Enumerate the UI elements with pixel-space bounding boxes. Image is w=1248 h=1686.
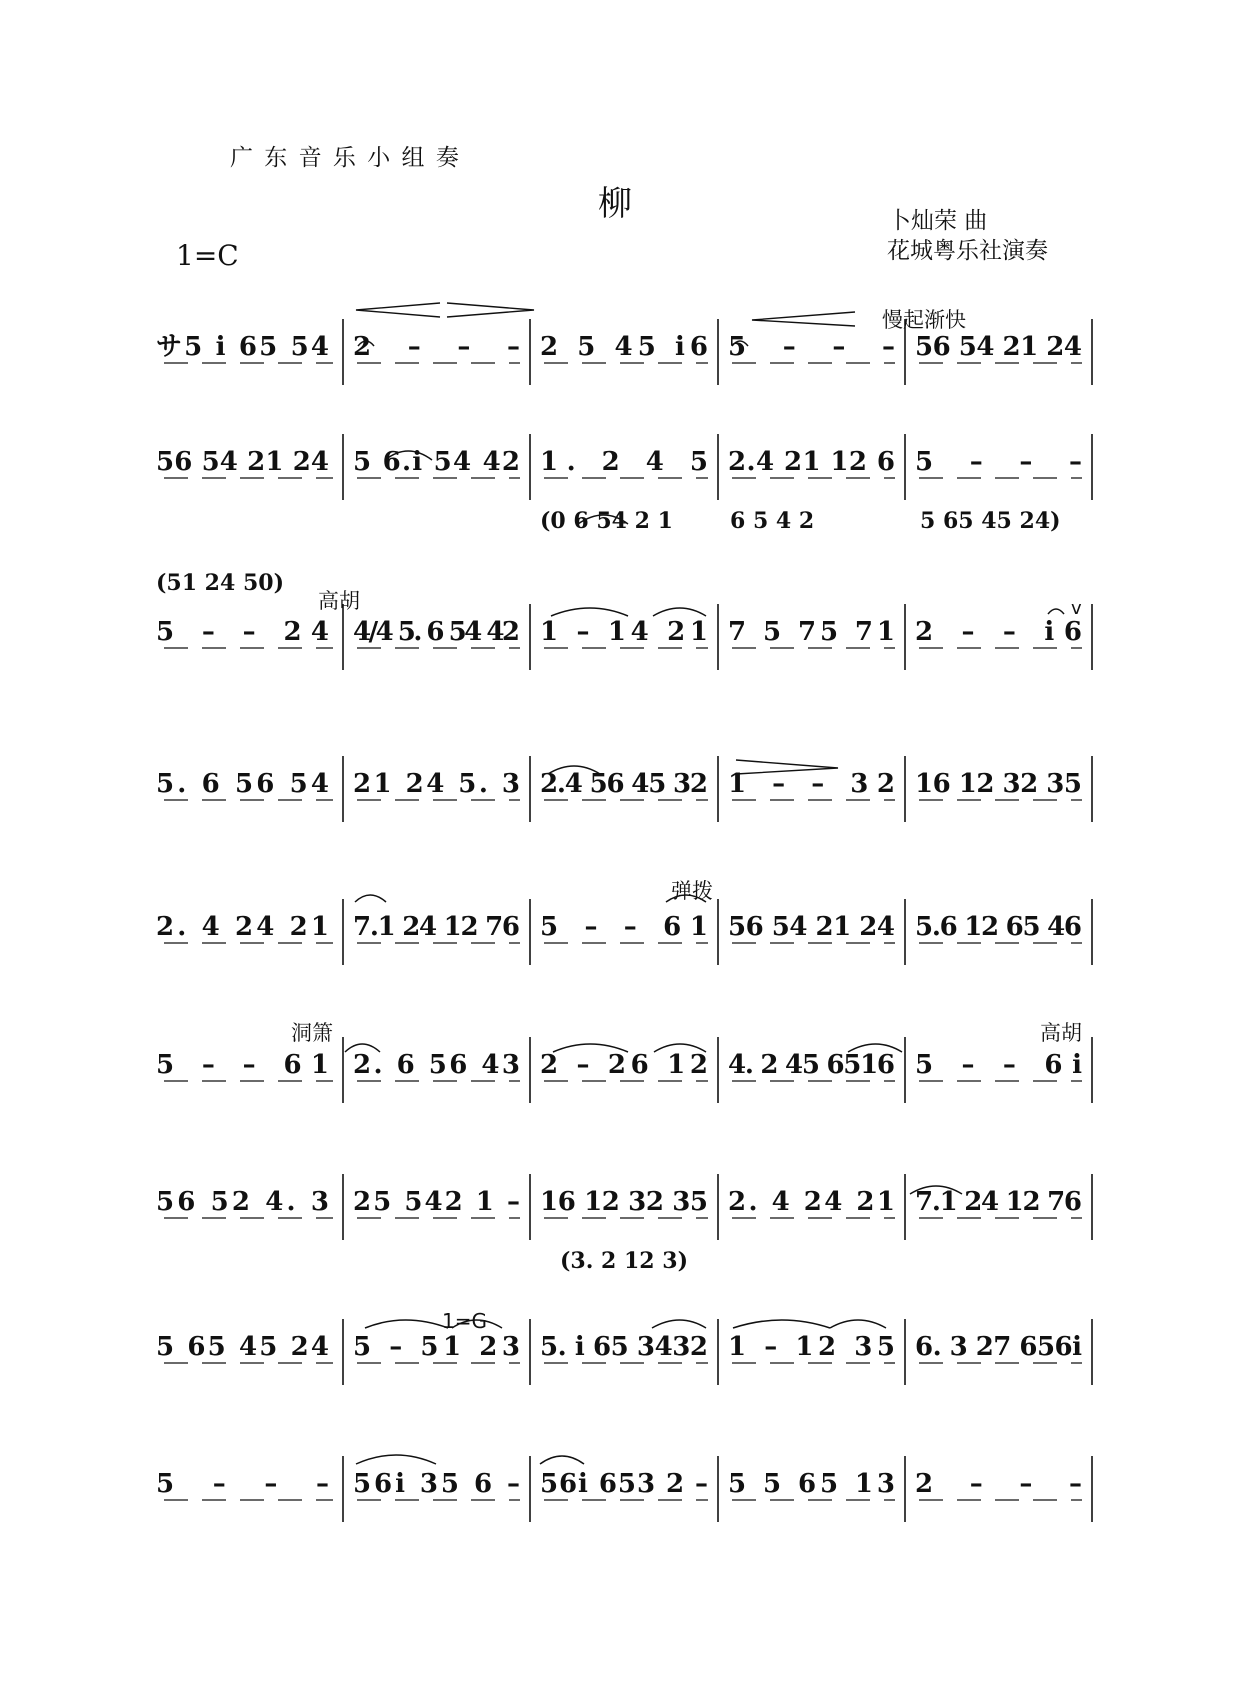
measure: 5. 6 56 54 (156, 769, 329, 799)
measure: 5 65 45 24 (156, 1332, 329, 1362)
measure: 56 54 21 24 (728, 912, 895, 942)
measure: 25 542 1 – (353, 1187, 520, 1217)
measure: 4/4 5. 6 54 42 (353, 617, 520, 647)
measure: 2 – – – (353, 332, 520, 362)
key-change-marking: 1=G (442, 1309, 487, 1333)
measure: 7.1 24 12 76 (915, 1187, 1082, 1217)
measure: 56 54 21 24 (156, 447, 329, 477)
breath-mark: v (1071, 598, 1082, 619)
score-line (156, 1174, 1092, 1274)
measure: 5 – – – (915, 447, 1082, 477)
measure: 2 – – i6 (915, 617, 1082, 647)
measure: 5 – – 24 (156, 617, 329, 647)
measure: 5 6.i 54 42 (353, 447, 520, 477)
accompaniment-line: 6 5 4 2 (730, 508, 815, 534)
score-line (156, 1456, 1092, 1522)
measure: 2. 4 24 21 (156, 912, 329, 942)
measure: 7.1 24 12 76 (353, 912, 520, 942)
accompaniment-line: (3. 2 12 3) (560, 1248, 688, 1274)
tempo-marking: 慢起渐快 (882, 308, 966, 332)
measure: 1. 2 4 5 (540, 447, 708, 477)
measure: 2 – 26 12 (540, 1050, 708, 1080)
measure: 2 – – – (915, 1469, 1082, 1499)
score-line (156, 434, 1092, 534)
measure: 5 5 65 13 (728, 1469, 895, 1499)
measure: 56i 653 2 – (540, 1469, 708, 1499)
instrument-tanbo: 弹拨 (671, 879, 713, 903)
performer-credit: 花城粤乐社演奏 (887, 238, 1048, 264)
measure: 56i 35 6 – (353, 1469, 520, 1499)
pickup-notes: (51 24 50) (156, 570, 284, 596)
measure: 1 – – 32 (728, 769, 895, 799)
measure: 5. i 65 3432 (540, 1332, 708, 1362)
instrument-gaohu-1: 高胡 (318, 589, 360, 613)
measure: 16 12 32 35 (915, 769, 1082, 799)
measure: 5 – – 6i (915, 1050, 1082, 1080)
measure: 5 – – – (156, 1469, 329, 1499)
score-line (156, 1037, 1092, 1103)
measure: 4. 2 45 6516 (728, 1050, 895, 1080)
dynamic-hairpins (356, 303, 855, 774)
measure: 5 – – – (728, 332, 895, 362)
measure: 2. 6 56 43 (353, 1050, 520, 1080)
genre-label: 广 东 音 乐 小 组 奏 (230, 145, 461, 171)
measure: 1 – 14 21 (540, 617, 708, 647)
measure: 5 – – 61 (540, 912, 708, 942)
accompaniment-line: (0 6 54 2 1 (540, 508, 673, 534)
score-line (156, 756, 1092, 822)
measure: 1 – 12 35 (728, 1332, 895, 1362)
measure: 2. 4 24 21 (728, 1187, 895, 1217)
measure: サ5 i 65 54 (156, 332, 329, 362)
composer-credit: 卜灿荣 曲 (888, 208, 988, 234)
measure: 6. 3 27 656i (915, 1332, 1082, 1362)
piece-title: 柳 (598, 184, 632, 224)
measure: 2 5 45 i6 (540, 332, 708, 362)
score-line (156, 899, 1092, 965)
measure: 21 24 5. 3 (353, 769, 520, 799)
instrument-gaohu-2: 高胡 (1040, 1021, 1082, 1045)
score-lines (156, 319, 1092, 1522)
measure: 7 5 75 71 (728, 617, 895, 647)
measure: 56 52 4. 3 (156, 1187, 329, 1217)
measure: 16 12 32 35 (540, 1187, 708, 1217)
score-line (156, 570, 1092, 670)
measure: 5 – – 61 (156, 1050, 329, 1080)
measure: 5 – 51 23 (353, 1332, 520, 1362)
measure: 56 54 21 24 (915, 332, 1082, 362)
instrument-dongxiao: 洞箫 (291, 1021, 333, 1045)
measure: 2.4 56 45 32 (540, 769, 708, 799)
key-signature: 1=C (176, 239, 239, 272)
measure: 5.6 12 65 46 (915, 912, 1082, 942)
score-line (156, 1319, 1092, 1385)
accompaniment-line: 5 65 45 24) (920, 508, 1061, 534)
measure: 2.4 21 12 6 (728, 447, 895, 477)
